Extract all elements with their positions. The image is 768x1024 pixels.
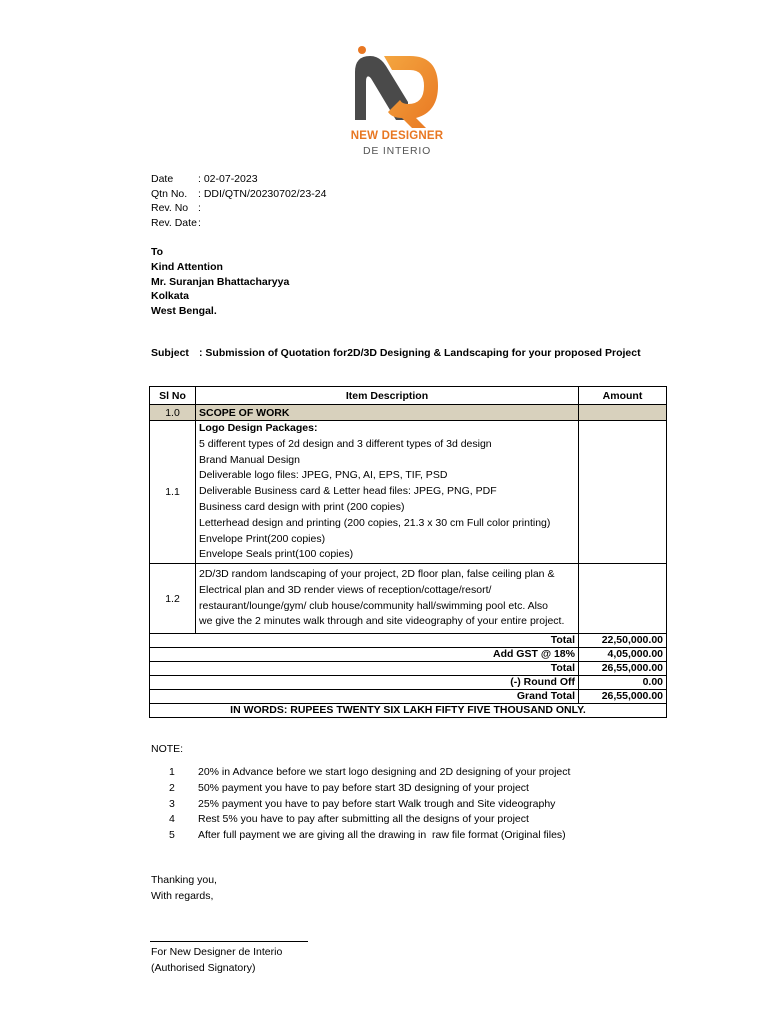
note-number: 1 [169, 766, 175, 778]
date-value: : 02-07-2023 [198, 173, 258, 185]
quotation-table [149, 386, 667, 718]
revision-date-label: Rev. Date [151, 216, 197, 229]
header-amount: Amount [579, 387, 667, 405]
company-logo [322, 42, 472, 160]
gst-amount: 4,05,000.00 [579, 648, 667, 662]
revision-number-label: Rev. No [151, 202, 189, 215]
document-meta [151, 172, 326, 230]
item-line: Letterhead design and printing (200 copies, 21.3 x 30 cm Full color printing) [199, 516, 551, 529]
quotation-number-value: : DDI/QTN/20230702/23-24 [198, 187, 327, 200]
note-item [151, 797, 570, 813]
total-row [150, 634, 667, 648]
logo-name: NEW DESIGNER [350, 130, 444, 142]
item-line: Deliverable Business card & Letter head files: JPEG, PNG, PDF [199, 485, 497, 498]
revision-number-value: : [198, 202, 201, 215]
item-line: Envelope Seals print(100 copies) [199, 548, 354, 561]
quotation-number-row [151, 187, 326, 202]
round-off-label: (-) Round Off [150, 676, 579, 690]
recipient-state: West Bengal. [151, 305, 217, 318]
total-with-gst-row [150, 662, 667, 676]
notes-list [151, 765, 570, 844]
note-number: 5 [169, 829, 175, 842]
note-number: 3 [169, 797, 175, 810]
recipient-city: Kolkata [151, 290, 189, 303]
note-text: 25% payment you have to pay before start Walk trough and Site videography [198, 797, 556, 810]
subject-line [151, 347, 641, 359]
item-amount [579, 421, 667, 564]
total-amount: 22,50,000.00 [579, 634, 667, 648]
item-line: 5 different types of 2d design and 3 different types of 3d design [199, 437, 492, 450]
signature-company: For New Designer de Interio [151, 946, 283, 958]
header-item-description: Item Description [196, 387, 579, 405]
quotation-number-label: Qtn No. [151, 187, 188, 200]
note-text: Rest 5% you have to pay after submitting all the designs of your project [198, 813, 529, 826]
closing-block [151, 873, 217, 905]
total-with-gst-amount: 26,55,000.00 [579, 662, 667, 676]
signature-line [150, 941, 308, 942]
subject-text: : Submission of Quotation for2D/3D Designing & Landscaping for your proposed Project [199, 347, 641, 359]
amount-in-words-row [150, 704, 667, 718]
note-item [151, 828, 570, 844]
note-text: 20% in Advance before we start logo designing and 2D designing of your project [198, 766, 571, 778]
revision-date-value: : [198, 216, 201, 229]
closing-thanks: Thanking you, [151, 874, 217, 886]
logo-subtitle: DE INTERIO [362, 145, 432, 157]
table-row [150, 421, 667, 564]
item-number: 1.2 [150, 564, 196, 634]
note-text: After full payment we are giving all the drawing in raw file format (Original files) [198, 829, 566, 842]
revision-date-row [151, 216, 326, 231]
grand-total-label: Grand Total [150, 690, 579, 704]
note-number: 2 [169, 781, 175, 794]
item-line: restaurant/lounge/gym/ club house/community hall/swimming pool etc. Also [199, 599, 549, 612]
gst-label: Add GST @ 18% [150, 648, 579, 662]
total-label: Total [150, 634, 579, 648]
section-title: SCOPE OF WORK [196, 405, 579, 421]
note-item [151, 781, 570, 797]
item-line: Electrical plan and 3D render views of reception/cottage/resort/ [199, 583, 492, 596]
date-label: Date [151, 173, 174, 185]
subject-label: Subject [151, 347, 189, 359]
grand-total-row [150, 690, 667, 704]
item-line: Brand Manual Design [199, 453, 300, 466]
note-number: 4 [169, 813, 175, 826]
item-line: Business card design with print (200 copies) [199, 500, 405, 513]
recipient-attention: Kind Attention [151, 260, 223, 273]
total-with-gst-label: Total [150, 662, 579, 676]
gst-row [150, 648, 667, 662]
header-sl-no: Sl No [150, 387, 196, 405]
note-text: 50% payment you have to pay before start 3D designing of your project [198, 781, 529, 794]
notes-title: NOTE: [151, 743, 184, 755]
item-description [196, 421, 579, 564]
revision-number-row [151, 201, 326, 216]
section-row [150, 405, 667, 421]
item-line: Deliverable logo files: JPEG, PNG, AI, EPS, TIF, PSD [199, 469, 448, 482]
item-title: Logo Design Packages: [199, 422, 318, 434]
recipient-block [151, 245, 289, 319]
recipient-to: To [151, 246, 164, 258]
signature-block [151, 945, 282, 977]
note-item [151, 765, 570, 781]
date-row [151, 172, 326, 187]
note-item [151, 812, 570, 828]
section-number: 1.0 [150, 405, 196, 421]
item-description [196, 564, 579, 634]
table-row [150, 564, 667, 634]
closing-regards: With regards, [151, 889, 214, 902]
signature-role: (Authorised Signatory) [151, 961, 256, 974]
item-number: 1.1 [150, 421, 196, 564]
item-line: we give the 2 minutes walk through and site videography of your entire project. [199, 615, 565, 628]
item-amount [579, 564, 667, 634]
recipient-name: Mr. Suranjan Bhattacharyya [151, 275, 290, 288]
round-off-amount: 0.00 [579, 676, 667, 690]
logo-mark [322, 42, 472, 130]
grand-total-amount: 26,55,000.00 [579, 690, 667, 704]
round-off-row [150, 676, 667, 690]
item-line: 2D/3D random landscaping of your project, 2D floor plan, false ceiling plan & [199, 568, 555, 581]
table-header-row [150, 387, 667, 405]
amount-in-words: IN WORDS: RUPEES TWENTY SIX LAKH FIFTY FIVE THOUSAND ONLY. [150, 704, 667, 718]
item-line: Envelope Print(200 copies) [199, 532, 326, 545]
section-amount [579, 405, 667, 421]
